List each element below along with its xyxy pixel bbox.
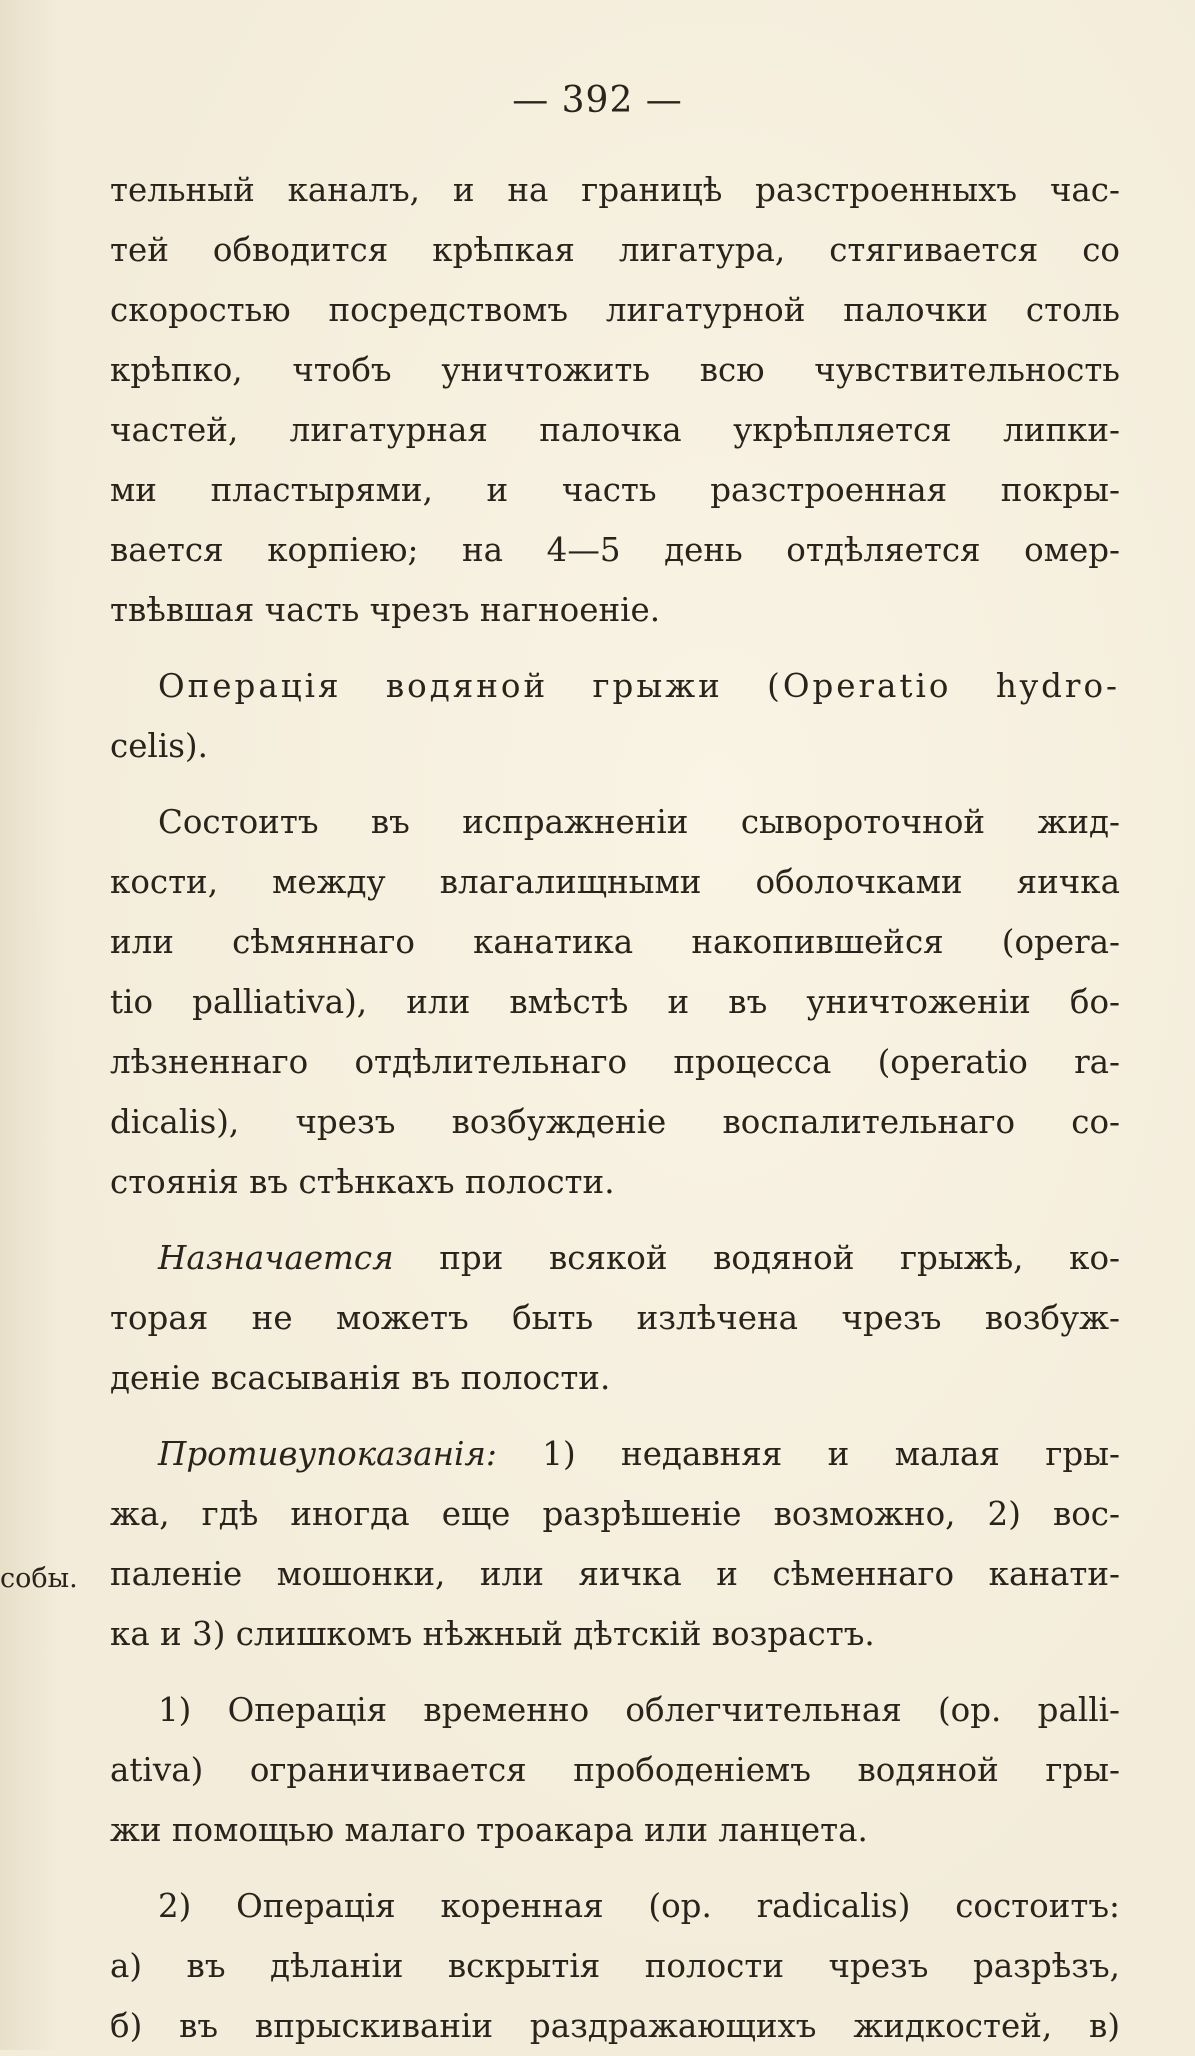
- text-line: или сѣмяннаго канатика накопившейся (opera-: [110, 923, 1120, 961]
- text-line: Состоитъ въ испражненіи сывороточной жид-: [158, 803, 1120, 841]
- text-line: а) въ дѣланіи вскрытія полости чрезъ разрѣзъ,: [110, 1947, 1120, 1985]
- text-line: вается корпіею; на 4—5 день отдѣляется омер-: [110, 531, 1120, 569]
- text-line: жа, гдѣ иногда еще разрѣшеніе возможно, 2) вос-: [110, 1495, 1120, 1533]
- text-block: [110, 160, 1120, 2056]
- paragraph-continuation: [110, 160, 1120, 640]
- text-line: 2) Операція коренная (op. radicalis) состоитъ:: [158, 1887, 1120, 1925]
- text-line: деніе всасыванія въ полости.: [110, 1359, 611, 1397]
- text-line: тей обводится крѣпкая лигатура, стягивается со: [110, 231, 1120, 269]
- paragraph-indications: [110, 1228, 1120, 1408]
- text-line: стоянія въ стѣнкахъ полости.: [110, 1163, 615, 1201]
- text-line: Назначается при всякой водяной грыжѣ, ко-: [158, 1239, 1120, 1277]
- margin-note: собы.: [0, 1563, 78, 1594]
- text-line: торая не можетъ быть излѣчена чрезъ возбуж-: [110, 1299, 1120, 1337]
- text-line: твѣвшая часть чрезъ нагноеніе.: [110, 591, 661, 629]
- text-line: ativa) ограничивается прободеніемъ водяной гры-: [110, 1751, 1120, 1789]
- text-line: tio palliativa), или вмѣстѣ и въ уничтоженіи бо-: [110, 983, 1120, 1021]
- text-line: dicalis), чрезъ возбужденіе воспалительнаго со-: [110, 1103, 1120, 1141]
- text-line: кости, между влагалищными оболочками яичка: [110, 863, 1120, 901]
- text-line: Противупоказанія: 1) недавняя и малая гры-: [158, 1435, 1120, 1473]
- text-line: ми пластырями, и часть разстроенная покры-: [110, 471, 1120, 509]
- paragraph-definition: [110, 792, 1120, 1212]
- paragraph-radical: [110, 1876, 1120, 2056]
- section-heading: [110, 656, 1120, 776]
- text-line: ка и 3) слишкомъ нѣжный дѣтскій возрастъ.: [110, 1615, 875, 1653]
- heading-line: celis).: [110, 727, 208, 765]
- paragraph-palliative: [110, 1680, 1120, 1860]
- text-line: паленіе мошонки, или яичка и сѣменнаго канати-: [110, 1555, 1120, 1593]
- paragraph-contraindications: [110, 1424, 1120, 1664]
- text-line: скоростью посредствомъ лигатурной палочки столь: [110, 291, 1120, 329]
- heading-line: Операція водяной грыжи (Operatio hydro-: [158, 667, 1120, 705]
- text-line: б) въ впрыскиваніи раздражающихъ жидкостей, в): [110, 2007, 1120, 2045]
- text-line: крѣпко, чтобъ уничтожить всю чувствительность: [110, 351, 1120, 389]
- text-line: 1) Операція временно облегчительная (op. palli-: [158, 1691, 1120, 1729]
- text-line: жи помощью малаго троакара или ланцета.: [110, 1811, 868, 1849]
- page-number: — 392 —: [512, 80, 683, 121]
- text-line: частей, лигатурная палочка укрѣпляется липки-: [110, 411, 1120, 449]
- text-line: тельный каналъ, и на границѣ разстроенныхъ час-: [110, 171, 1120, 209]
- text-line: лѣзненнаго отдѣлительнаго процесса (operatio ra-: [110, 1043, 1120, 1081]
